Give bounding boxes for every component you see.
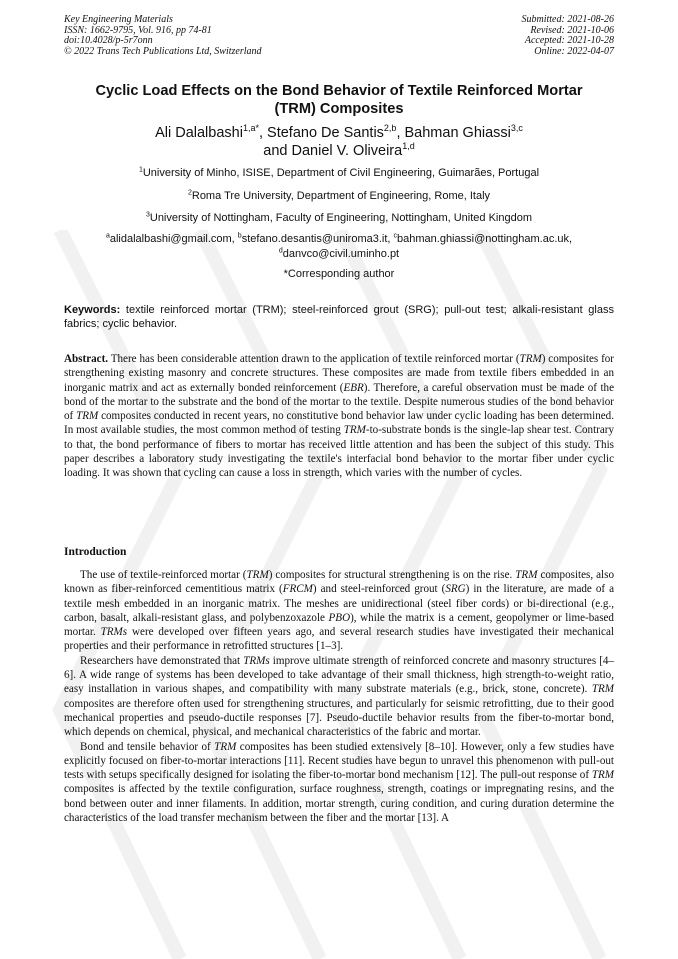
text-run: ) in the literature, are made of a textile mesh embedded in an inorganic matrix. The meshes are unidirectional (steel fiber cords) or bi-directional (e.g., carbon, basalt, alkali-resistant glass, and polybenzoxazole [64,583,614,624]
affiliation-number: 2 [187,189,192,197]
affiliation-3 [30,211,648,225]
italic-term: TRM [591,769,614,782]
copyright-line: © 2022 Trans Tech Publications Ltd, Switzerland [64,45,262,57]
italic-term: TRM [519,353,542,365]
author-name: Stefano De Santis [267,125,384,141]
text-run: ), while the matrix is a cement, geopolymer or lime-based mortar. [64,611,614,639]
italic-term: TRM [214,740,237,753]
author-affiliation-mark: 1,a* [242,123,259,134]
italic-term: TRM [343,424,366,437]
text-run: -to-substrate bonds is the single-lap shear test. Contrary to that, the bond performance of fibers to mortar has received little attention and has been the subject of this study. This paper describes a laboratory study investigating the textile's interfacial bond behavior to the mortar fiber under cyclic loading. It was shown that cycling can cause a loss in strength, which varies with the number of cycles. [64,424,615,480]
journal-name: Key Engineering Materials [64,14,173,25]
text-run: composites, also known as fiber-reinforced cementitious matrix ( [64,569,614,596]
author-name: and Daniel V. Oliveira [263,143,403,159]
author-list [48,124,630,160]
abstract-label: Abstract. [64,353,109,365]
email-mark: d [278,246,283,254]
italic-term: TRM [515,569,538,581]
abstract [64,352,614,481]
italic-term: FRCM [282,583,313,596]
paper-title [48,82,630,118]
journal-info [64,15,262,57]
title-line: Cyclic Load Effects on the Bond Behavior of Textile Reinforced Mortar [95,83,583,99]
text-run: composites has been studied extensively [8–10]. However, only a few studies have explicitly focused on fiber-to-mortar interactions [11]. Recent studies have begun to unravel this phenomenon with pull-out tests with setups specifically designed for isolating the fiber-to-mortar bond mechanism [12]. The pull-out response of [64,740,614,782]
doi-line: doi:10.4028/p-5r7onn [64,35,153,46]
italic-term: TRM [246,569,269,581]
keywords-text: textile reinforced mortar (TRM); steel-reinforced grout (SRG); pull-out test; alkali-resistant glass fabrics; cyclic behavior. [64,304,614,331]
accepted-date: Accepted: 2021-10-28 [524,35,614,46]
italic-term: SRG [445,583,466,596]
author-affiliation-mark: 1,d [402,141,415,152]
corresponding-note: *Corresponding author [283,268,395,280]
affiliation-1 [30,166,648,180]
issn-line: ISSN: 1662-9795, Vol. 916, pp 74-81 [64,24,212,36]
intro-heading: Introduction [64,546,127,558]
text-run: composites are therefore often used for strengthening structures, and particularly for seismic retrofitting, due to their good mechanical properties and pseudo-ductile responses [7]. Pseudo-ductile behavior results from the fiber-to-mortar bond, which depends on chemical, physical, and mechanical characteristics of the fabric and mortar. [64,697,614,739]
email-address: danvco@civil.uminho.pt [282,247,400,260]
author-affiliation-mark: 2,b [383,123,397,134]
email-address: bahman.ghiassi@nottingham.ac.uk, [397,233,573,245]
italic-term: EBR [343,381,364,394]
paragraph [64,654,614,740]
text-run: Researchers have demonstrated that [80,654,244,667]
author-line [48,142,630,160]
affiliation-number: 3 [145,211,150,219]
paragraph [64,568,614,654]
email-line [30,247,648,262]
keywords-label: Keywords: [64,304,121,316]
text-run: composites conducted in recent years, no constitutive bond behavior law under cyclic loading has been determined. In most available studies, the most common method of testing [64,410,614,437]
paragraph [64,740,614,826]
revised-date: Revised: 2021-10-06 [530,24,614,36]
author-separator: , [258,125,268,141]
abstract-body [64,353,614,479]
text-run: Bond and tensile behavior of [80,740,215,753]
email-mark: a [105,232,110,240]
introduction-body [64,568,614,825]
italic-term: TRMs [243,654,270,667]
affiliation-2 [30,189,648,203]
affiliation-number: 1 [138,166,143,174]
affiliation-text: University of Minho, ISISE, Department of Civil Engineering, Guimarães, Portugal [142,167,540,179]
affiliation-text: University of Nottingham, Faculty of Engineering, Nottingham, United Kingdom [149,212,533,224]
text-run: ) and steel-reinforced grout ( [312,583,446,596]
text-run: The use of textile-reinforced mortar ( [80,569,247,581]
email-mark: c [393,232,398,240]
text-run: were developed over fifteen years ago, and several research studies have investigated their mechanical properties and their performance in retrofitted structures [1–3]. [64,626,614,653]
italic-term: TRM [76,410,99,423]
italic-term: TRMs [100,626,128,639]
author-separator: , [396,125,405,141]
italic-term: TRM [591,683,614,696]
email-line [30,232,648,247]
email-mark: b [237,232,242,240]
title-line: (TRM) Composites [274,101,404,117]
author-line [48,124,630,142]
text-run: improve ultimate strength of reinforced concrete and masonry structures [4–6]. A wide range of systems has been developed to take advantage of their small thickness, high strength-to-weight ratio, easy installation in various shapes, and compatibility with many substrate materials (e.g., brick, stone, concrete). [64,654,614,696]
text-run: ). Therefore, a careful observation must be made of the bond of the mortar to the substrate and the bond of the mortar to the textile. Despite numerous studies of the bond behavior of [64,381,615,423]
italic-term: PBO [328,611,351,624]
submission-dates [522,15,615,57]
text-run: composites is affected by the textile configuration, surface roughness, strength, coatings or impregnating resins, and the bond between outer and inner filaments. In addition, mortar strength, curing condition, and curing duration determine the characteristics of the load transfer mechanism between the fiber and the mortar [13]. A [64,783,614,825]
email-address: alidalalbashi@gmail.com, [109,233,238,245]
author-emails [30,232,648,261]
keywords [64,303,614,332]
text-run: ) composites for strengthening existing masonry and concrete structures. These composites are made from textile fibers embedded in an inorganic matrix and act as externally bonded reinforcement ( [64,353,615,394]
text-run: There has been considerable attention drawn to the application of textile reinforced mortar ( [108,353,520,365]
author-name: Ali Dalalbashi [155,125,243,141]
affiliation-text: Roma Tre University, Department of Engineering, Rome, Italy [191,190,491,202]
email-address: stefano.desantis@uniroma3.it, [241,233,394,245]
online-date: Online: 2022-04-07 [534,45,614,57]
author-name: Bahman Ghiassi [404,125,511,141]
submitted-date: Submitted: 2021-08-26 [521,14,614,25]
text-run: ) composites for structural strengthening is on the rise. [268,569,516,581]
author-affiliation-mark: 3,c [510,123,523,134]
